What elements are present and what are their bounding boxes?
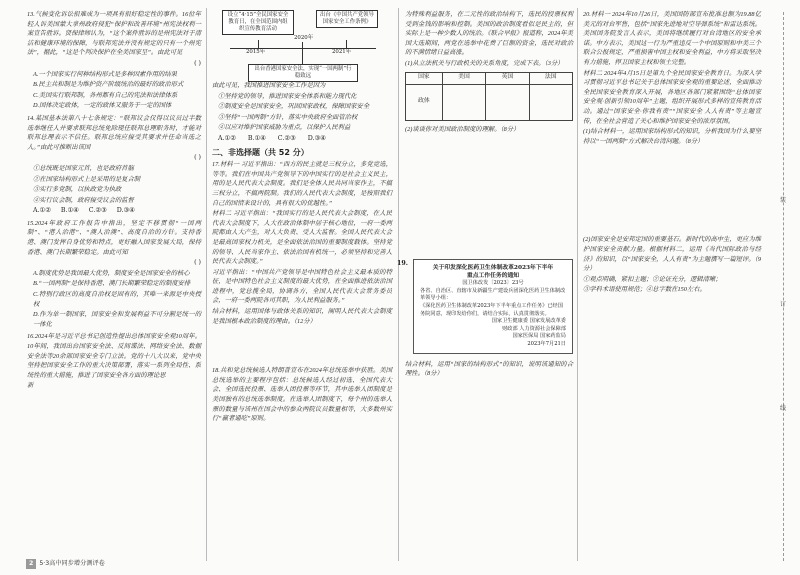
column-divider	[206, 8, 207, 561]
statement-item: ④实行议会制，政府接受议会的监督	[33, 196, 134, 204]
binding-label: 订	[779, 301, 786, 308]
option-c: C.美国实行联邦制，各州都有自己的宪法和法律体系	[33, 91, 178, 99]
sub-question-2: (2)国家安全是安邦定国的重要基石。新时代的高中生，更应为维护国家安全贡献力量。根据材料二，运用《当代国际政治与经济》的知识，以“国家安全，人人有责”为主题撰写一篇短评。（9分）	[583, 236, 761, 273]
question-13	[27, 10, 201, 111]
comparison-table	[405, 72, 573, 121]
writing-requirement: ①观点明确，紧扣主题；②论证充分，逻辑清晰；	[583, 275, 722, 283]
statement-item: ②制度安全是国家安全，巩固国家政权，保障国家安全	[218, 103, 370, 111]
question-20-material-2: 材料二 2024年4月15日是第九个全民国家安全教育日。为深入学习贯彻习近平总书记关于总体国家安全观的重要论述，全面推动全民国家安全教育深入开展，各地区各部门紧紧围绕“总体国家安全观·创新引领10周年”主题，组织开展形式多样的宣传教育活动。通过“国家安全·你我有责”“国家安全 人人有责”等主题宣传，在全社会营造了关心和维护国家安全的浓厚氛围。	[583, 69, 761, 125]
column-divider	[577, 8, 578, 561]
notice-signer: 财政部 人力资源社会保障部	[502, 325, 566, 332]
writing-requirement: ③学科术语使用规范；④总字数在150左右。	[583, 286, 706, 294]
binding-label: 装	[779, 197, 786, 204]
table-header-cell: 国家	[406, 72, 443, 84]
answer-space	[583, 147, 761, 235]
question-number: 19.	[397, 260, 408, 268]
option-d: D.国体决定政体，一定的政体又服务于一定的国体	[33, 102, 172, 110]
question-16	[27, 332, 201, 391]
official-notice	[413, 259, 573, 353]
option-a: A.①②	[33, 207, 51, 215]
connector-line	[258, 40, 259, 48]
option-d: D.③④	[307, 134, 326, 142]
question-stem: 14.某国基本法第八十七条规定：“联邦议会仅得以议员过半数选举继任人并要求联邦总统免除现任联邦总理职务时，才能对联邦总理表示不信任。联邦总统应接受其要求并任命当选之人。”由此可推断出该国	[27, 114, 201, 151]
column-3	[397, 10, 573, 380]
binding-line	[783, 12, 784, 561]
question-15	[27, 219, 201, 330]
material-1: 17.材料一 习近平指出：“西方的民主就是三权分立，多党竞选，等等。我们在中国共产党领导下的中国实行的是社会主义民主，用的是人民代表大会制度。我们是全体人民共同当家作主，不搞三权分立，不搞两院制。我们的人民代表大会制度，是按照我们自己的国情来设计的，具有很大的优越性。”	[212, 161, 392, 207]
option-a: A.一个国家实行何种结构形式是多种因素作用的结果	[33, 70, 177, 78]
connector-line	[302, 42, 303, 64]
timeline-diagram	[212, 10, 392, 78]
statement-item: ②在国家结构形式上是采用的是复合制	[33, 175, 141, 183]
notice-signer: 国家卫生健康委 国家发展改革委	[491, 318, 566, 325]
column-2	[212, 10, 392, 427]
answer-space	[405, 135, 573, 255]
question-stem: 13.气候变化诉讼很难成为一项具有很好稳定性的事件。16位年轻人诉美国蒙大拿州政府侵犯“保护和改善环境”州宪法权利一案宣告胜诉。贤保律师认为，“这个案件胜诉的是州宪法对于清洁和健康环境的保障，与联邦宪法并没有规定的只有一个州宪法”，据此，“这是个判决保护在全美国家呈”。由此可见	[27, 11, 201, 57]
table-header-cell: 美国	[442, 72, 485, 84]
year-label: 2015年	[246, 49, 266, 55]
answer-paren: ( )	[194, 154, 201, 162]
statement-item: ③坚持“一国两制”方针，落实中央政府全面管治权	[218, 113, 358, 121]
question-intro: 由此可见，我国推进国家安全工作是因为	[212, 82, 326, 89]
year-label: 2021年	[332, 49, 352, 55]
task-prompt: 结合材料，运用“国家的结构形式”的知识，说明该通知的合理性。（8分）	[405, 360, 573, 378]
notice-signer: 国家医保局 国家药监局	[512, 333, 566, 340]
statement-item: ①坚持党的领导，推进国家安全体系和能力现代化	[218, 92, 357, 100]
option-c: C.特别行政区的高度自治权是固有的，其唯一来源是中央授权	[33, 291, 201, 308]
column-4	[583, 10, 761, 296]
task-prompt: 结合材料，运用国体与政体关系的知识，阐明人民代表大会制度是我国根本政治制度的理由。（12分）	[212, 308, 392, 325]
connector-line	[346, 40, 347, 48]
statement-item: ①总统既是国家元首，也是政府首脑	[33, 164, 134, 172]
question-stem: 15.2024年政府工作报告中指出，坚定不移贯彻“一国两制”、“港人治港”、“澳人治澳”、高度自治的方针。支持香港、澳门发挥自身优势和特点，更好融入国家发展大局，保持香港、澳门长期繁荣稳定。由此可知	[27, 219, 201, 256]
page-footer	[26, 559, 105, 569]
option-b: B.民主共和制是为维护资产阶级统治的最好的政治形式	[33, 81, 184, 89]
timeline-box-2021: 出台《中国共产党领导国家安全工作条例》	[316, 10, 378, 28]
option-row	[27, 206, 201, 216]
sub-question-2: (2)谈谈你对美国政治制度的理解。（8分）	[405, 125, 520, 133]
sub-question-1: (1)结合材料一，运用国家结构形式的知识，分析我国为什么要坚持以“一国两制”方式解决台湾问题。（8分）	[583, 128, 761, 145]
question-stem: 18.共和党总统候选人特朗普宣布在2024年总统选举中获胜。美国总统选举的主要程序包括：总统候选人经过初选、全国代表大会、全国选民投票、选举人团投票等环节，其中选举人团制度是美国独有的总统选举制度。在选举人团制度下，每个州的选举人票的数量与该州在国会中的参众两院议员数量相等，大多数州实行“赢者通吃”原则。	[212, 367, 392, 423]
question-18	[212, 366, 392, 424]
notice-body: 《深化医药卫生体制改革2023年下半年重点工作任务》已经国务院同意，现印发给你们，请结合实际，认真贯彻落实。	[420, 302, 563, 317]
option-a: A.①②	[218, 134, 236, 142]
statement-item: ④以应对维护国家威胁为重点，以保护人民利益	[218, 124, 351, 132]
notice-title: 关于印发深化医药卫生体制改革2023年下半年	[432, 265, 554, 272]
book-title: 5·3高中同步增分测评卷	[39, 560, 105, 568]
section-title: 二、非选择题（共 52 分）	[212, 147, 309, 157]
material-2: 材料二 习近平指出：“我国实行的是人民代表大会制度，在人民代表大会制度下，人大在政治体制中居于核心地位，一府一委两院都由人大产生，对人大负责、受人大监督。全国人民代表大会是最高国家权力机关，是全面依法治国的重要制度载体。坚持党的领导、人民当家作主、依法治国有机统一，必须坚持和完善人民代表大会制度。”	[212, 210, 392, 266]
option-b: B.“一国两制”是保持香港、澳门长期繁荣稳定的制度安排	[33, 280, 191, 288]
option-a: A.制度优势是我国最大优势，制度安全是国家安全的核心	[33, 269, 190, 277]
page-number: 2	[26, 559, 36, 569]
table-header-cell: 法国	[529, 72, 572, 84]
option-b: B.①④	[60, 207, 79, 215]
option-c: C.②③	[88, 207, 107, 215]
sub-question-1: (1)从立法机关与行政机关的关系角度，完成下表。（3分）	[405, 59, 564, 67]
answer-paren: ( )	[194, 59, 201, 67]
question-stem-tail: 新	[27, 382, 34, 390]
timeline-box-2015: 设立“4·15”全民国家安全教育日，在全国范围内组织宣传教育活动	[222, 10, 294, 35]
option-d: D.③④	[116, 207, 135, 215]
answer-cell[interactable]	[442, 84, 485, 120]
answer-cell[interactable]	[486, 84, 529, 120]
question-14	[27, 114, 201, 216]
notice-body: 各省、自治区、直辖市及新疆生产建设兵团深化医药卫生体制改革领导小组：	[420, 287, 566, 302]
question-17	[212, 160, 392, 326]
option-d: D.作为单一制国家，国家安全和发展利益不可分割是统一的一体化	[33, 311, 201, 328]
question-18-continued: 为特殊利益服务，在二元性的政治结构下，选民的投票权利受到金钱的影响和控制。美国的政治制度看似是民主的，但实际上是一种少数人的统治。《联合早报》报道称，2024年美国大选期间，两党在选举中花费了巨额的资金，选民对政治的不满情绪日益高涨。	[405, 11, 573, 57]
question-stem: 16.2024年是习近平总书记创造性提出总体国家安全观10周年。10年间，我国出台国家安全法、反间谍法、网络安全法、数据安全法等20余部国家安全专门立法。党的十八大以来，党中央坚持把国家安全工作的重大决策部署，落实一系列全局性、系统性的重大措施，推进了国家安全各方面的理论思	[27, 333, 201, 379]
binding-label: 线	[779, 405, 786, 412]
answer-paren: ( )	[194, 259, 201, 267]
year-label: 2020年	[294, 35, 314, 41]
column-1	[27, 10, 201, 394]
table-header-row	[406, 72, 573, 84]
notice-date: 2023年7月21日	[527, 340, 566, 347]
material-3: 习近平指出：“中国共产党领导是中国特色社会主义最本质的特征，是中国特色社会主义制度的最大优势，在全面推进依法治国进程中，党总揽全局，协调各方，全国人民代表大会常务委员会，一府一委两院各司其职，为人民利益服务。”	[212, 268, 392, 305]
table-row-label: 政体	[406, 84, 443, 120]
table-row	[406, 84, 573, 120]
option-c: C.②③	[277, 134, 296, 142]
question-19	[397, 259, 573, 353]
option-row	[212, 134, 392, 144]
statement-item: ③实行多党制，以执政党为执政	[33, 186, 122, 194]
notice-number: 国卫体改发〔2023〕23号	[462, 280, 524, 287]
timeline-box-2020: 出台香港国家安全法，实现“一国两制”行稳致远	[248, 64, 358, 82]
question-20-material-1: 20.材料一 2024年10月26日，美国国防部宣布批准总额为19.88亿美元的对台军售，包括“国家先进地对空导弹系统”和雷达系统。美国国务院发言人表示，美国将继续履行对台湾地区的安全承诺。中方表示，美国这一行为严重违反一个中国原则和中美三个联合公报规定，严重损害中国主权和安全利益，中方将采取坚决有力措施，捍卫国家主权和领土完整。	[583, 11, 761, 66]
column-divider	[398, 8, 399, 561]
answer-cell[interactable]	[529, 84, 572, 120]
option-b: B.①④	[247, 134, 266, 142]
notice-title: 重点工作任务的通知	[466, 273, 520, 280]
table-header-cell: 英国	[486, 72, 529, 84]
